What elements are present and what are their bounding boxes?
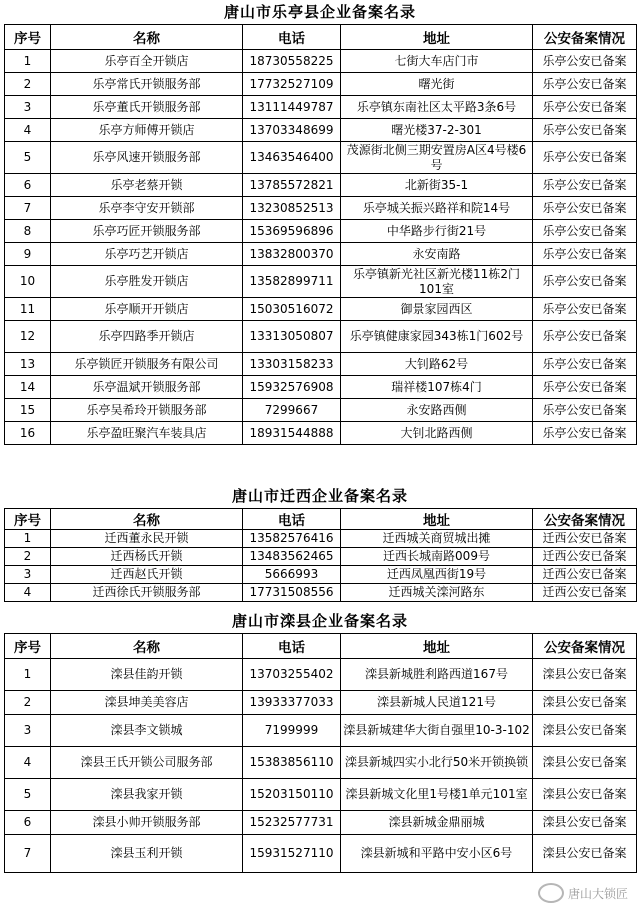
- header-police: 公安备案情况: [533, 634, 637, 659]
- cell-no: 10: [5, 266, 51, 298]
- cell-tel: 13111449787: [243, 96, 341, 119]
- cell-addr: 瑞祥楼107栋4门: [341, 376, 533, 399]
- cell-addr: 迁西城关商贸城出摊: [341, 530, 533, 548]
- cell-addr: 乐亭镇东南社区太平路3条6号: [341, 96, 533, 119]
- cell-police: 乐亭公安已备案: [533, 142, 637, 174]
- section-leting: [4, 0, 636, 445]
- cell-addr: 迁西城关滦河路东: [341, 584, 533, 602]
- cell-no: 2: [5, 548, 51, 566]
- cell-tel: 13230852513: [243, 197, 341, 220]
- watermark-text: 唐山大锁匠: [567, 886, 628, 901]
- header-name: 名称: [51, 634, 243, 659]
- header-name: 名称: [51, 25, 243, 50]
- table-row: [5, 779, 637, 811]
- cell-addr: 乐亭镇新光社区新光楼11栋2门101室: [341, 266, 533, 298]
- cell-tel: 13703255402: [243, 659, 341, 691]
- cell-name: 乐亭吴希玲开锁服务部: [51, 399, 243, 422]
- cell-name: 乐亭百全开锁店: [51, 50, 243, 73]
- wechat-icon: [538, 883, 564, 903]
- cell-name: 乐亭温斌开锁服务部: [51, 376, 243, 399]
- cell-police: 乐亭公安已备案: [533, 73, 637, 96]
- cell-police: 乐亭公安已备案: [533, 266, 637, 298]
- cell-police: 滦县公安已备案: [533, 811, 637, 835]
- cell-no: 3: [5, 96, 51, 119]
- cell-name: 乐亭胜发开锁店: [51, 266, 243, 298]
- section-qianxi: [4, 484, 636, 602]
- table-row: [5, 119, 637, 142]
- cell-addr: 御景家园西区: [341, 298, 533, 321]
- cell-addr: 永安路西侧: [341, 399, 533, 422]
- table-row: [5, 73, 637, 96]
- cell-police: 乐亭公安已备案: [533, 220, 637, 243]
- cell-no: 6: [5, 174, 51, 197]
- cell-no: 4: [5, 119, 51, 142]
- cell-name: 乐亭方师傅开锁店: [51, 119, 243, 142]
- table-row: [5, 220, 637, 243]
- cell-no: 2: [5, 73, 51, 96]
- table-row: [5, 174, 637, 197]
- header-no: 序号: [5, 509, 51, 530]
- table-row: [5, 50, 637, 73]
- cell-no: 11: [5, 298, 51, 321]
- cell-tel: 15203150110: [243, 779, 341, 811]
- cell-name: 乐亭巧匠开锁服务部: [51, 220, 243, 243]
- cell-addr: 大钊北路西侧: [341, 422, 533, 445]
- cell-police: 滦县公安已备案: [533, 691, 637, 715]
- cell-police: 乐亭公安已备案: [533, 119, 637, 142]
- table-row: [5, 321, 637, 353]
- table-row: [5, 835, 637, 873]
- section-title: 唐山市滦县企业备案名录: [231, 612, 408, 630]
- table-row: [5, 376, 637, 399]
- table-row: [5, 142, 637, 174]
- cell-police: 乐亭公安已备案: [533, 174, 637, 197]
- table-row: [5, 530, 637, 548]
- cell-police: 乐亭公安已备案: [533, 422, 637, 445]
- table-row: [5, 584, 637, 602]
- cell-tel: 15232577731: [243, 811, 341, 835]
- cell-police: 乐亭公安已备案: [533, 353, 637, 376]
- cell-addr: 滦县新城人民道121号: [341, 691, 533, 715]
- table-row: [5, 659, 637, 691]
- cell-no: 4: [5, 584, 51, 602]
- cell-no: 7: [5, 197, 51, 220]
- header-police: 公安备案情况: [533, 25, 637, 50]
- section-luanxian: [4, 609, 636, 873]
- table-row: [5, 691, 637, 715]
- cell-name: 滦县坤美美容店: [51, 691, 243, 715]
- cell-tel: 13703348699: [243, 119, 341, 142]
- table-row: [5, 243, 637, 266]
- cell-addr: 乐亭城关振兴路祥和院14号: [341, 197, 533, 220]
- header-no: 序号: [5, 25, 51, 50]
- cell-tel: 17732527109: [243, 73, 341, 96]
- cell-addr: 迁西凤凰西街19号: [341, 566, 533, 584]
- table-row: [5, 266, 637, 298]
- cell-tel: 15030516072: [243, 298, 341, 321]
- cell-tel: 7299667: [243, 399, 341, 422]
- cell-tel: 15369596896: [243, 220, 341, 243]
- records-table: [4, 24, 637, 445]
- records-table: [4, 508, 637, 602]
- table-row: [5, 811, 637, 835]
- cell-name: 滦县玉利开锁: [51, 835, 243, 873]
- cell-addr: 滦县新城文化里1号楼1单元101室: [341, 779, 533, 811]
- cell-police: 乐亭公安已备案: [533, 298, 637, 321]
- cell-addr: 滦县新城金鼎丽城: [341, 811, 533, 835]
- cell-no: 1: [5, 50, 51, 73]
- table-row: [5, 715, 637, 747]
- cell-police: 滦县公安已备案: [533, 715, 637, 747]
- table-row: [5, 548, 637, 566]
- cell-name: 乐亭顺开开锁店: [51, 298, 243, 321]
- cell-name: 乐亭四路季开锁店: [51, 321, 243, 353]
- cell-tel: 15931527110: [243, 835, 341, 873]
- cell-tel: 13582576416: [243, 530, 341, 548]
- cell-police: 滦县公安已备案: [533, 747, 637, 779]
- cell-police: 乐亭公安已备案: [533, 399, 637, 422]
- header-row: [5, 509, 637, 530]
- cell-no: 3: [5, 715, 51, 747]
- cell-police: 滦县公安已备案: [533, 779, 637, 811]
- cell-name: 迁西董永民开锁: [51, 530, 243, 548]
- cell-addr: 七街大车店门市: [341, 50, 533, 73]
- cell-no: 14: [5, 376, 51, 399]
- cell-no: 5: [5, 142, 51, 174]
- records-table: [4, 633, 637, 873]
- cell-tel: 18931544888: [243, 422, 341, 445]
- cell-police: 乐亭公安已备案: [533, 376, 637, 399]
- cell-addr: 大钊路62号: [341, 353, 533, 376]
- cell-tel: 13313050807: [243, 321, 341, 353]
- cell-police: 迁西公安已备案: [533, 584, 637, 602]
- table-row: [5, 566, 637, 584]
- cell-tel: 13463546400: [243, 142, 341, 174]
- cell-tel: 13303158233: [243, 353, 341, 376]
- cell-addr: 北新街35-1: [341, 174, 533, 197]
- header-name: 名称: [51, 509, 243, 530]
- cell-tel: 17731508556: [243, 584, 341, 602]
- cell-no: 3: [5, 566, 51, 584]
- cell-name: 迁西徐氏开锁服务部: [51, 584, 243, 602]
- cell-name: 乐亭盈旺聚汽车装具店: [51, 422, 243, 445]
- cell-police: 迁西公安已备案: [533, 530, 637, 548]
- header-row: [5, 25, 637, 50]
- header-tel: 电话: [243, 509, 341, 530]
- table-row: [5, 197, 637, 220]
- cell-tel: 7199999: [243, 715, 341, 747]
- cell-addr: 滦县新城四实小北行50米开锁换锁: [341, 747, 533, 779]
- watermark: [538, 883, 628, 903]
- cell-name: 迁西赵氏开锁: [51, 566, 243, 584]
- cell-police: 迁西公安已备案: [533, 548, 637, 566]
- cell-name: 迁西杨氏开锁: [51, 548, 243, 566]
- table-row: [5, 298, 637, 321]
- header-addr: 地址: [341, 25, 533, 50]
- cell-addr: 曙光街: [341, 73, 533, 96]
- cell-name: 滦县佳韵开锁: [51, 659, 243, 691]
- cell-no: 6: [5, 811, 51, 835]
- header-police: 公安备案情况: [533, 509, 637, 530]
- header-row: [5, 634, 637, 659]
- cell-no: 13: [5, 353, 51, 376]
- cell-police: 滦县公安已备案: [533, 835, 637, 873]
- table-row: [5, 422, 637, 445]
- cell-no: 12: [5, 321, 51, 353]
- table-row: [5, 96, 637, 119]
- cell-name: 乐亭李守安开锁部: [51, 197, 243, 220]
- cell-no: 9: [5, 243, 51, 266]
- cell-name: 乐亭常氏开锁服务部: [51, 73, 243, 96]
- cell-addr: 滦县新城胜利路西道167号: [341, 659, 533, 691]
- cell-no: 7: [5, 835, 51, 873]
- cell-no: 1: [5, 659, 51, 691]
- cell-no: 2: [5, 691, 51, 715]
- cell-addr: 迁西长城南路009号: [341, 548, 533, 566]
- cell-name: 滦县李文锁城: [51, 715, 243, 747]
- cell-tel: 13832800370: [243, 243, 341, 266]
- table-row: [5, 399, 637, 422]
- header-no: 序号: [5, 634, 51, 659]
- cell-no: 4: [5, 747, 51, 779]
- cell-no: 1: [5, 530, 51, 548]
- cell-name: 乐亭董氏开锁服务部: [51, 96, 243, 119]
- cell-tel: 13785572821: [243, 174, 341, 197]
- cell-addr: 茂源街北侧三期安置房A区4号楼6号: [341, 142, 533, 174]
- cell-addr: 永安南路: [341, 243, 533, 266]
- cell-addr: 乐亭镇健康家园343栋1门602号: [341, 321, 533, 353]
- cell-name: 乐亭风速开锁服务部: [51, 142, 243, 174]
- cell-name: 乐亭锁匠开锁服务有限公司: [51, 353, 243, 376]
- cell-addr: 曙光楼37-2-301: [341, 119, 533, 142]
- cell-name: 乐亭巧艺开锁店: [51, 243, 243, 266]
- header-tel: 电话: [243, 25, 341, 50]
- cell-police: 乐亭公安已备案: [533, 243, 637, 266]
- cell-name: 滦县小帅开锁服务部: [51, 811, 243, 835]
- cell-no: 5: [5, 779, 51, 811]
- cell-addr: 滦县新城建华大街自强里10-3-102: [341, 715, 533, 747]
- cell-police: 乐亭公安已备案: [533, 50, 637, 73]
- cell-no: 15: [5, 399, 51, 422]
- cell-police: 乐亭公安已备案: [533, 96, 637, 119]
- cell-tel: 13582899711: [243, 266, 341, 298]
- cell-tel: 18730558225: [243, 50, 341, 73]
- cell-name: 滦县王氏开锁公司服务部: [51, 747, 243, 779]
- cell-tel: 5666993: [243, 566, 341, 584]
- cell-name: 乐亭老蔡开锁: [51, 174, 243, 197]
- header-addr: 地址: [341, 509, 533, 530]
- table-row: [5, 747, 637, 779]
- cell-no: 16: [5, 422, 51, 445]
- cell-tel: 15383856110: [243, 747, 341, 779]
- cell-tel: 15932576908: [243, 376, 341, 399]
- cell-police: 乐亭公安已备案: [533, 321, 637, 353]
- cell-addr: 中华路步行街21号: [341, 220, 533, 243]
- cell-tel: 13933377033: [243, 691, 341, 715]
- cell-name: 滦县我家开锁: [51, 779, 243, 811]
- cell-police: 迁西公安已备案: [533, 566, 637, 584]
- section-title: 唐山市乐亭县企业备案名录: [223, 3, 416, 21]
- cell-no: 8: [5, 220, 51, 243]
- header-addr: 地址: [341, 634, 533, 659]
- cell-police: 乐亭公安已备案: [533, 197, 637, 220]
- table-row: [5, 353, 637, 376]
- section-title: 唐山市迁西企业备案名录: [231, 487, 408, 505]
- header-tel: 电话: [243, 634, 341, 659]
- cell-tel: 13483562465: [243, 548, 341, 566]
- cell-addr: 滦县新城和平路中安小区6号: [341, 835, 533, 873]
- cell-police: 滦县公安已备案: [533, 659, 637, 691]
